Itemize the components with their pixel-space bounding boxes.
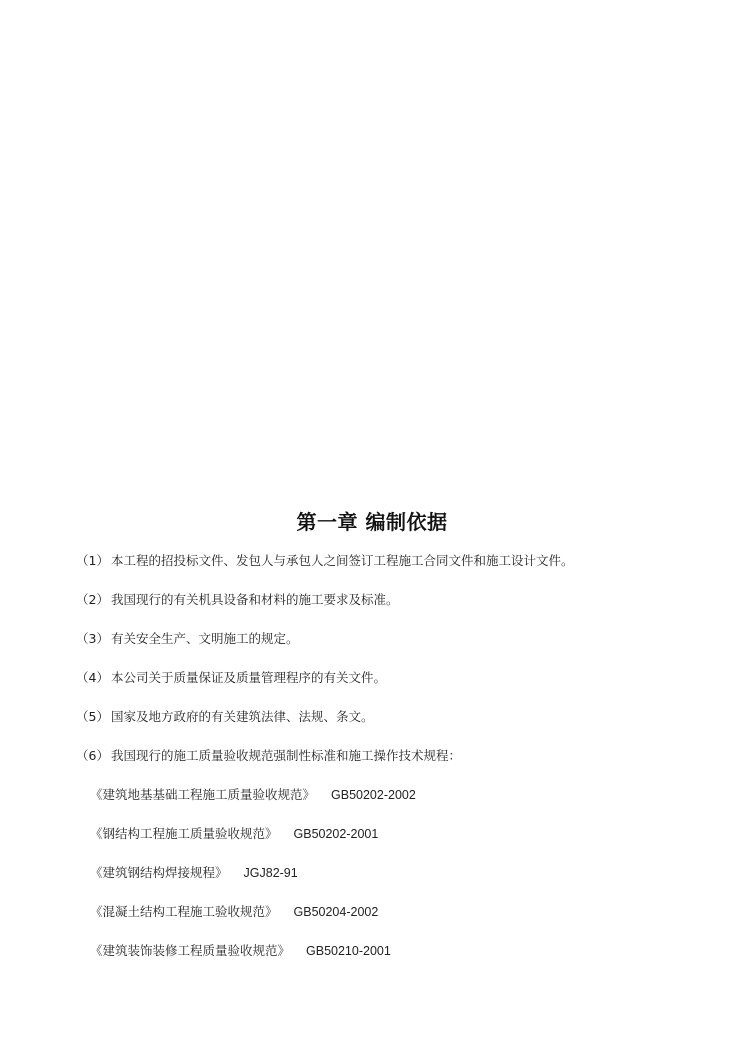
basis-item-4 xyxy=(76,668,386,686)
standard-code: GB50202-2001 xyxy=(293,827,379,841)
standard-code: JGJ82-91 xyxy=(243,866,298,880)
standard-row-5 xyxy=(90,941,391,959)
item-number: （3） xyxy=(76,631,109,646)
chapter-title: 第一章 编制依据 xyxy=(296,510,448,534)
item-text: 我国现行的施工质量验收规范强制性标准和施工操作技术规程： xyxy=(110,748,461,763)
standard-code: GB50204-2002 xyxy=(293,905,379,919)
standard-name: 《混凝土结构工程施工验收规范》 xyxy=(90,904,278,919)
item-number: （5） xyxy=(76,709,109,724)
item-text: 有关安全生产、文明施工的规定。 xyxy=(110,631,299,646)
standard-name: 《钢结构工程施工质量验收规范》 xyxy=(90,826,278,841)
basis-item-5 xyxy=(76,707,373,725)
standard-row-3 xyxy=(90,863,298,881)
basis-item-6 xyxy=(76,746,461,764)
item-text: 本工程的招投标文件、发包人与承包人之间签订工程施工合同文件和施工设计文件。 xyxy=(110,553,574,568)
standard-row-1 xyxy=(90,785,416,803)
standard-name: 《建筑钢结构焊接规程》 xyxy=(90,865,228,880)
standard-row-4 xyxy=(90,902,378,920)
standard-name: 《建筑装饰装修工程质量验收规范》 xyxy=(90,943,291,958)
item-text: 我国现行的有关机具设备和材料的施工要求及标准。 xyxy=(110,592,399,607)
item-number: （6） xyxy=(76,748,109,763)
item-number: （1） xyxy=(76,553,109,568)
basis-item-1 xyxy=(76,551,573,569)
item-number: （4） xyxy=(76,670,109,685)
basis-item-3 xyxy=(76,629,298,647)
item-number: （2） xyxy=(76,592,109,607)
standard-name: 《建筑地基基础工程施工质量验收规范》 xyxy=(90,787,316,802)
item-text: 国家及地方政府的有关建筑法律、法规、条文。 xyxy=(110,709,374,724)
item-text: 本公司关于质量保证及质量管理程序的有关文件。 xyxy=(110,670,386,685)
standard-code: GB50202-2002 xyxy=(331,788,416,802)
standard-row-2 xyxy=(90,824,378,842)
basis-item-2 xyxy=(76,590,398,608)
standard-code: GB50210-2001 xyxy=(306,944,391,958)
